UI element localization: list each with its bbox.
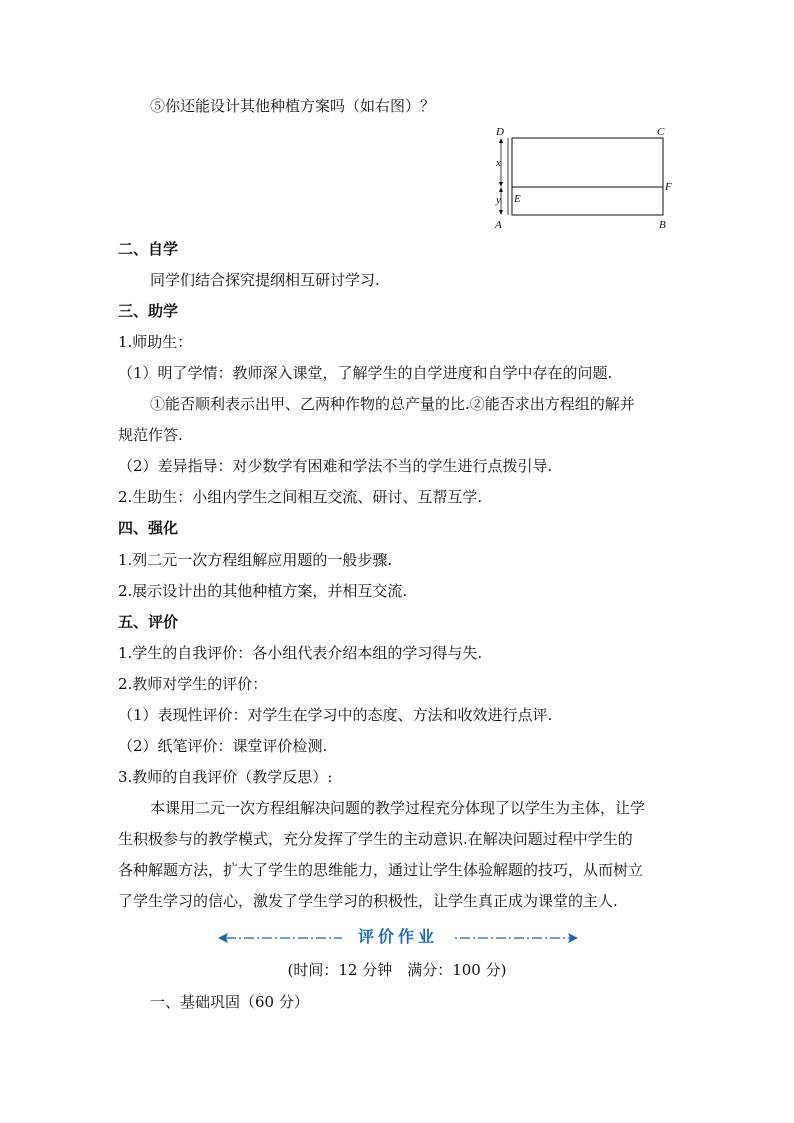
reflection-line-1: 本课用二元一次方程组解决问题的教学过程充分体现了以学生为主体，让学	[150, 799, 646, 817]
label-x: x	[496, 157, 501, 169]
section-3-line-6: 2.生助生：小组内学生之间相互交流、研讨、互帮互学.	[118, 488, 483, 506]
section-4-line-2: 2.展示设计出的其他种植方案，并相互交流.	[118, 582, 408, 600]
section-3-line-1: 1.师助生：	[118, 333, 193, 351]
section-5-line-2: 2.教师对学生的评价：	[118, 675, 268, 693]
section-3-line-3: ①能否顺利表示出甲、乙两种作物的总产量的比.②能否求出方程组的解并	[150, 395, 635, 413]
rectangle-figure	[488, 122, 688, 234]
section-5-line-5: 3.教师的自我评价（教学反思）:	[118, 768, 333, 786]
y-arrow-top	[499, 187, 503, 192]
y-arrow-bottom	[499, 210, 503, 215]
section-3-line-2: （1）明了学情：教师深入课堂，了解学生的自学进度和自学中存在的问题.	[118, 364, 613, 382]
homework-time-info: (时间：12 分钟 满分：100 分)	[287, 961, 507, 979]
section-2-title: 二、自学	[118, 240, 179, 258]
reflection-line-3: 各种解题方法，扩大了学生的思维能力，通过让学生体验解题的技巧，从而树立	[118, 861, 644, 879]
x-arrow-top	[499, 138, 503, 143]
label-d: D	[496, 126, 504, 138]
section-5-line-4: （2）纸笔评价：课堂评价检测.	[118, 737, 328, 755]
section-4-line-1: 1.列二元一次方程组解应用题的一般步骤.	[118, 551, 393, 569]
section-5-title: 五、评价	[118, 613, 179, 631]
x-arrow-bottom	[499, 182, 503, 187]
label-a: A	[495, 219, 502, 231]
homework-part-1: 一、基础巩固（60 分）	[150, 993, 309, 1011]
reflection-line-4: 了学生学习的信心，激发了学生学习的积极性，让学生真正成为课堂的主人.	[118, 892, 618, 910]
question-5: ⑤你还能设计其他种植方案吗（如右图）？	[150, 97, 436, 115]
rectangle-abcd	[512, 138, 663, 215]
reflection-line-2: 生积极参与的教学模式，充分发挥了学生的主动意识.在解决问题过程中学生的	[118, 830, 633, 848]
section-2-text: 同学们结合探究提纲相互研讨学习.	[150, 271, 380, 289]
label-b: B	[659, 219, 666, 231]
label-c: C	[657, 126, 665, 138]
section-3-line-5: （2）差异指导：对少数学有困难和学法不当的学生进行点拨引导.	[118, 457, 553, 475]
section-4-title: 四、强化	[118, 519, 179, 537]
section-5-line-1: 1.学生的自我评价：各小组代表介绍本组的学习得与失.	[118, 644, 483, 662]
homework-banner-title: 评价作业	[342, 925, 454, 949]
section-5-line-3: （1）表现性评价：对学生在学习中的态度、方法和收效进行点评.	[118, 706, 553, 724]
section-3-line-4: 规范作答.	[118, 426, 183, 444]
label-y: y	[496, 194, 501, 206]
section-3-title: 三、助学	[118, 302, 179, 320]
label-e: E	[514, 193, 521, 205]
label-f: F	[665, 181, 672, 193]
